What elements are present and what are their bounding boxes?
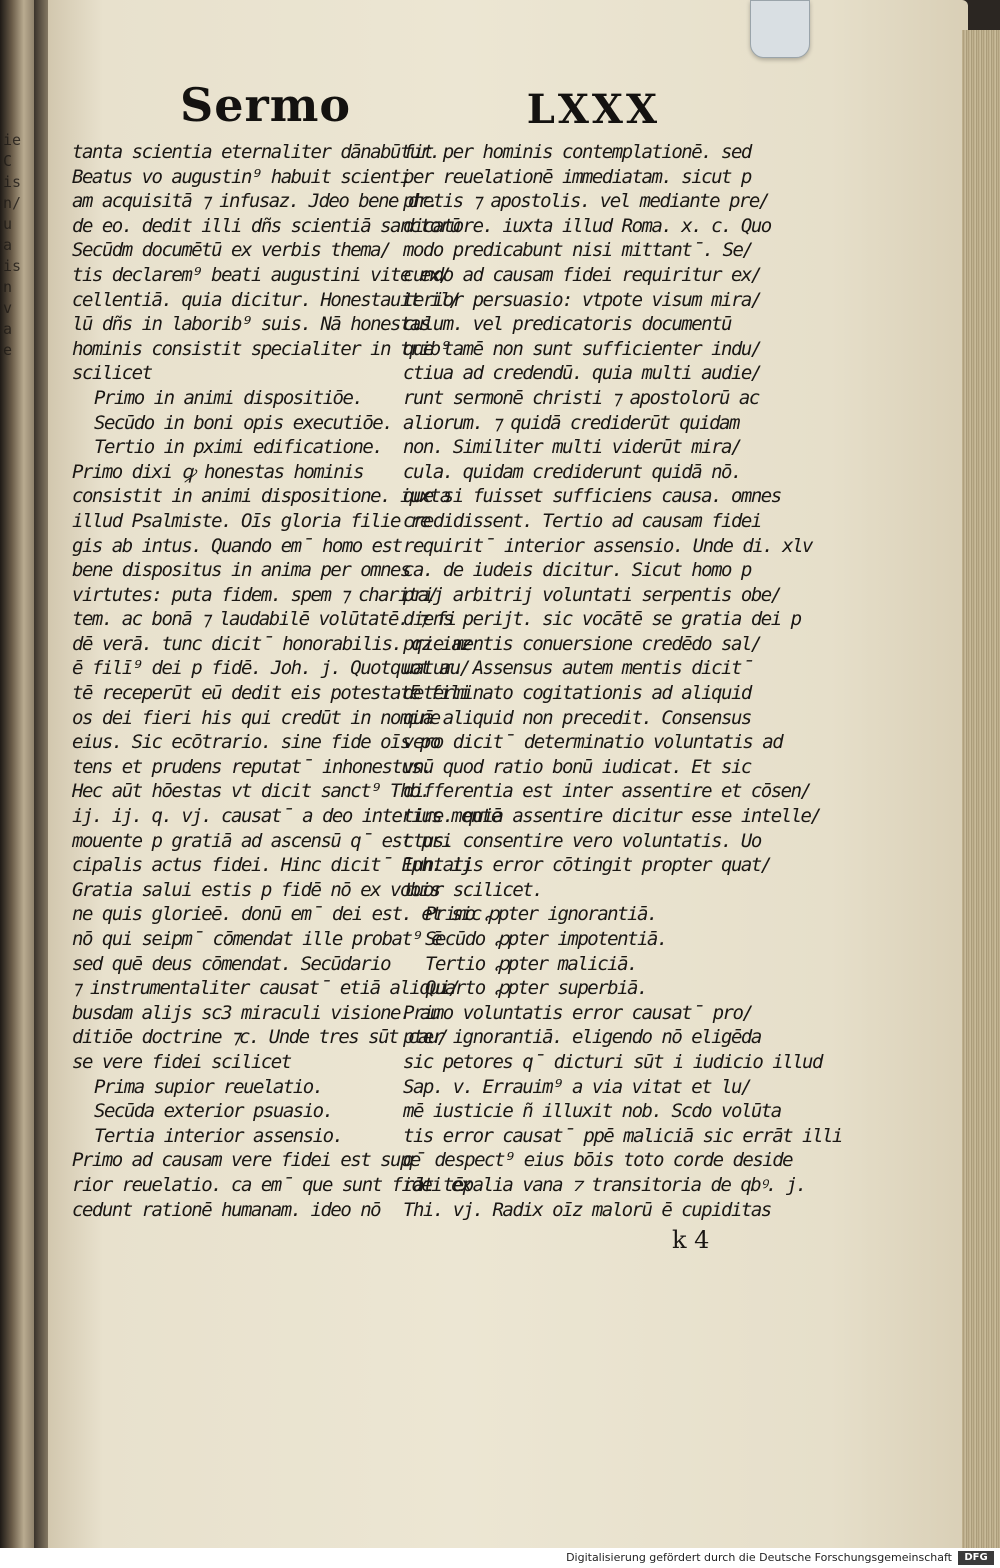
bleed-fragment: ie — [3, 131, 22, 149]
footer-bar — [0, 1548, 1000, 1568]
text-line: Beatus vo augustin⁹ habuit scienti — [72, 165, 410, 188]
text-line: Primo in animi dispositiōe. — [94, 386, 363, 409]
footer-credit: Digitalisierung gefördert durch die Deutsche Forschungsgemeinschaft — [566, 1551, 952, 1564]
text-line: illud Psalmiste. Oīs gloria filie re — [72, 509, 430, 532]
text-line: Gratia salui estis p fidē nō ex vobis — [72, 878, 440, 901]
bookmark-tab — [750, 0, 810, 58]
text-line: sic petores q̄ dicturi sūt i iudicio illud — [403, 1050, 822, 1073]
text-line: terior persuasio: vtpote visum mira/ — [403, 288, 761, 311]
text-line: tire. quia assentire dicitur esse intelle/ — [403, 805, 821, 828]
bleed-fragment: a — [3, 236, 13, 254]
text-line: sed quē deus cōmendat. Secūdario — [72, 952, 391, 975]
text-line: prie mentis conuersione credēdo sal/ — [403, 632, 761, 655]
text-line: busdam alijs sc3 miraculi visione. au — [72, 1001, 440, 1024]
left-page-edge — [0, 0, 34, 1548]
text-line: Secūdm documētū ex verbis thema/ — [72, 239, 391, 262]
text-line: ij. ij. q. vj. causat̄ a deo interius mentē — [72, 805, 501, 828]
text-line: quā aliquid non precedit. Consensus — [403, 706, 751, 729]
text-line: fit per hominis contemplationē. sed — [403, 141, 751, 163]
text-line: tis declarem⁹ beati augustini vite ex/ — [72, 263, 450, 286]
text-line: cellentiā. quia dicitur. Honestauit il/ — [72, 288, 460, 311]
text-line: cipalis actus fidei. Hinc dicit̄ Eph. ij — [72, 854, 472, 877]
text-line: runt sermonē christi ⁊ apostolorū ac — [403, 386, 759, 409]
text-line: tens et prudens reputat̄ inhonestus. — [72, 755, 432, 778]
text-line: non. Similiter multi viderūt mira/ — [403, 436, 741, 459]
bleed-fragment: u — [3, 215, 13, 233]
text-line: que tamē non sunt sufficienter indu/ — [403, 337, 761, 360]
bleed-fragment: a — [3, 320, 13, 338]
text-line: mouente p gratiā ad ascensū q̄ est pri — [72, 829, 452, 852]
text-line: ctiua ad credendū. quia multi audie/ — [403, 362, 761, 385]
page-header — [180, 78, 660, 140]
text-line: ē filī⁹ dei p fidē. Joh. j. Quotquot au/ — [72, 657, 470, 680]
text-line: ctus. consentire vero voluntatis. Uo — [403, 829, 761, 852]
signature-mark: k 4 — [672, 1226, 710, 1254]
text-line: tem. ac bonā ⁊ laudabilē volūtatē. ⁊ fi — [72, 608, 456, 631]
text-line: Primo voluntatis error causat̄ pro/ — [403, 1001, 753, 1024]
bleed-fragment: v — [3, 299, 13, 317]
text-line: hominis consistit specialiter in trib⁹ — [72, 337, 450, 360]
text-line: lū dñs in laborib⁹ suis. Nā honestas — [72, 313, 430, 336]
text-line: phetis ⁊ apostolis. vel mediante pre/ — [403, 190, 769, 213]
text-line: Secūdo ꝓpter impotentiā. — [425, 928, 667, 950]
text-line: consistit in animi dispositione. iuxta — [72, 485, 450, 508]
folio-number: LXXX — [526, 86, 660, 133]
text-line: Prima supior reuelatio. — [94, 1075, 323, 1098]
text-line: Primo dixi ꝙ honestas hominis — [72, 460, 364, 483]
text-line: cedunt rationē humanam. ideo nō — [72, 1198, 381, 1221]
bleed-fragment: is — [3, 173, 22, 191]
text-line: Secūda exterior psuasio. — [94, 1100, 333, 1123]
text-line: Sap. v. Errauim⁹ a via vitat et lu/ — [403, 1075, 751, 1098]
dfg-logo: DFG — [958, 1551, 994, 1565]
text-line: eius. Sic ecōtrario. sine fide oīs po — [72, 731, 440, 754]
text-line: prij arbitrij voluntati serpentis obe/ — [403, 583, 781, 606]
text-line: Quarto ꝓpter superbiā. — [425, 977, 647, 1000]
text-line: tuor scilicet. — [403, 878, 543, 901]
bleed-fragment: n/ — [3, 194, 22, 212]
text-line: q̄ despect⁹ eius bōis toto corde deside — [403, 1149, 793, 1172]
text-column-right — [403, 140, 842, 1222]
text-line: requirit̄ interior assensio. Unde di. xlv — [403, 534, 812, 557]
text-line: determinato cogitationis ad aliquid — [403, 682, 751, 705]
page-fore-edge — [962, 30, 1000, 1548]
running-title: Sermo — [180, 78, 352, 132]
text-line: mē iusticie ñ illuxit nob. Scdo volūta — [403, 1100, 781, 1123]
text-line: Tertio in pximi edificatione. — [94, 436, 383, 459]
bleed-fragment: e — [3, 341, 13, 359]
text-line: uatur. Assensus autem mentis dicit̄ — [403, 657, 753, 680]
text-line: Tertio ꝓpter maliciā. — [425, 952, 637, 975]
text-line: rior reuelatio. ca em̄ que sunt fidei ex — [72, 1173, 472, 1196]
text-line: rāt tēpalia vana ⁊ transitoria de qbꝰ. j. — [403, 1173, 806, 1196]
text-line: Primo ꝓpter ignorantiā. — [425, 903, 657, 926]
text-line: dicatore. iuxta illud Roma. x. c. Quo — [403, 214, 771, 237]
text-line: nō qui seipm̄ cōmendat ille probat⁹ ē — [72, 928, 442, 950]
text-line: tanta scientia eternaliter dānabūtur. — [72, 141, 440, 163]
text-line: de eo. dedit illi dñs scientiā sanctorū — [72, 214, 460, 237]
left-page-text-bleed — [3, 130, 27, 1030]
text-line: vnū quod ratio bonū iudicat. Et sic — [403, 755, 751, 778]
text-line: luntatis error cōtingit propter quat/ — [403, 854, 771, 877]
text-line: aliorum. ⁊ quidā crediderūt quidam — [403, 411, 739, 434]
text-line: modo predicabunt nisi mittant̄. Se/ — [403, 239, 753, 262]
text-line: gis ab intus. Quando em̄ homo est — [72, 534, 402, 557]
text-line: virtutes: puta fidem. spem ⁊ charita/ — [72, 583, 438, 606]
text-line: que si fuisset sufficiens causa. omnes — [403, 485, 781, 508]
text-line: ne quis glorieē. donū em̄ dei est. et sic — [72, 903, 481, 926]
text-line: dē verā. tunc dicit̄ honorabilis. qz iaz — [72, 632, 472, 655]
text-line: cula. quidam crediderunt quidā nō. — [403, 460, 741, 483]
text-line: culum. vel predicatoris documentū — [403, 313, 731, 336]
text-line: Primo ad causam vere fidei est supe — [72, 1149, 420, 1172]
text-line: ditiōe doctrine ⁊c. Unde tres sūt cau/ — [72, 1026, 448, 1049]
text-line: differentia est inter assentire et cōsen/ — [403, 780, 811, 803]
text-line: bene dispositus in anima per omnes — [72, 559, 410, 582]
bleed-fragment: n — [3, 278, 13, 296]
text-line: tis error causat̄ ppē maliciā sic errāt illi — [403, 1124, 842, 1147]
text-line: Secūdo in boni opis executiōe. — [94, 411, 393, 434]
text-line: diens perijt. sic vocātē se gratia dei p — [403, 608, 801, 631]
text-line: Hec aūt hōestas vt dicit sanct⁹ Tho. — [72, 780, 430, 803]
text-line: tē receperūt eū dedit eis potestatē fili — [72, 682, 470, 705]
bleed-fragment: C — [3, 152, 13, 170]
text-line: ⁊ instrumentaliter causat̄ etiā aliqui/ — [72, 977, 460, 1000]
text-line: scilicet — [72, 362, 152, 385]
text-line: credidissent. Tertio ad causam fidei — [403, 509, 761, 532]
text-line: os dei fieri his qui credūt in nomine — [72, 706, 440, 729]
text-line: pter ignorantiā. eligendo nō eligēda — [403, 1026, 761, 1049]
bleed-fragment: is — [3, 257, 22, 275]
text-line: ca. de iudeis dicitur. Sicut homo p — [403, 559, 751, 582]
text-line: se vere fidei scilicet — [72, 1050, 291, 1073]
text-line: vero dicit̄ determinatio voluntatis ad — [403, 731, 783, 754]
text-line: am acquisitā ⁊ infusaz. Jdeo bene dr. — [72, 190, 438, 213]
text-line: per reuelationē immediatam. sicut p — [403, 165, 751, 188]
text-line: Tertia interior assensio. — [94, 1124, 343, 1147]
text-line: Thi. vj. Radix oīz malorū ē cupiditas — [403, 1198, 771, 1221]
text-line: cundo ad causam fidei requiritur ex/ — [403, 263, 761, 286]
